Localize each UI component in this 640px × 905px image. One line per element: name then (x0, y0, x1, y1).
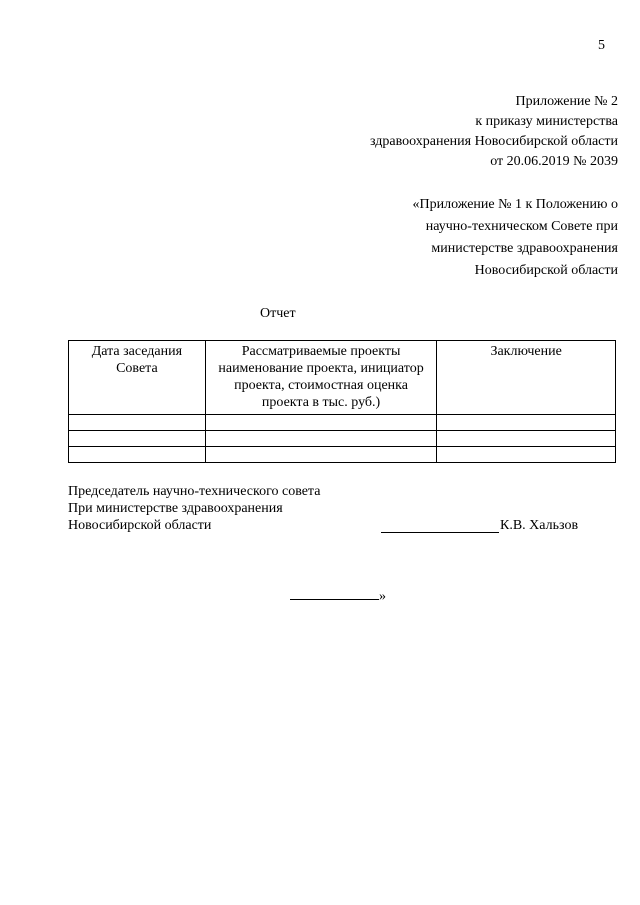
table-header-date: Дата заседания Совета (69, 341, 206, 415)
appendix-quote-line: Новосибирской области (474, 263, 618, 278)
appendix-quote (412, 194, 618, 282)
appendix-quote-line: «Приложение № 1 к Положению о (412, 197, 618, 212)
closing-quote: » (379, 589, 386, 604)
report-table (68, 340, 616, 463)
signature-underline (381, 517, 499, 533)
table-cell (69, 431, 206, 447)
appendix-header-line: к приказу министерства (475, 114, 618, 129)
table-row (69, 431, 616, 447)
table-cell (205, 447, 437, 463)
signature-row (68, 517, 616, 534)
table-cell (437, 447, 616, 463)
table-cell (205, 415, 437, 431)
appendix-quote-line: министерстве здравоохранения (431, 241, 618, 256)
table-cell (69, 415, 206, 431)
table-row (69, 415, 616, 431)
table-header-conclusion: Заключение (437, 341, 616, 415)
table-cell (205, 431, 437, 447)
appendix-quote-line: научно-техническом Совете при (425, 219, 618, 234)
signature-block (68, 483, 616, 534)
signature-title-line: Председатель научно-технического совета (68, 484, 321, 499)
table-header-projects: Рассматриваемые проекты наименование проекта, инициатор проекта, стоимостная оценка проекта в тыс. руб.) (205, 341, 437, 415)
table-row (69, 447, 616, 463)
signature-title-line: При министерстве здравоохранения (68, 501, 283, 516)
table-header-row (69, 341, 616, 415)
appendix-header-line: здравоохранения Новосибирской области (369, 134, 618, 149)
closing-mark (290, 586, 386, 605)
appendix-header (370, 92, 618, 172)
appendix-header-line: Приложение № 2 (515, 94, 618, 109)
appendix-header-line: от 20.06.2019 № 2039 (490, 154, 618, 169)
signatory-name: К.В. Хальзов (500, 518, 579, 533)
signature-title-line: Новосибирской области (68, 518, 212, 533)
table-cell (69, 447, 206, 463)
table-cell (437, 415, 616, 431)
table-cell (437, 431, 616, 447)
page-number: 5 (598, 38, 605, 53)
report-title: Отчет (260, 306, 296, 321)
closing-underline (290, 586, 379, 600)
